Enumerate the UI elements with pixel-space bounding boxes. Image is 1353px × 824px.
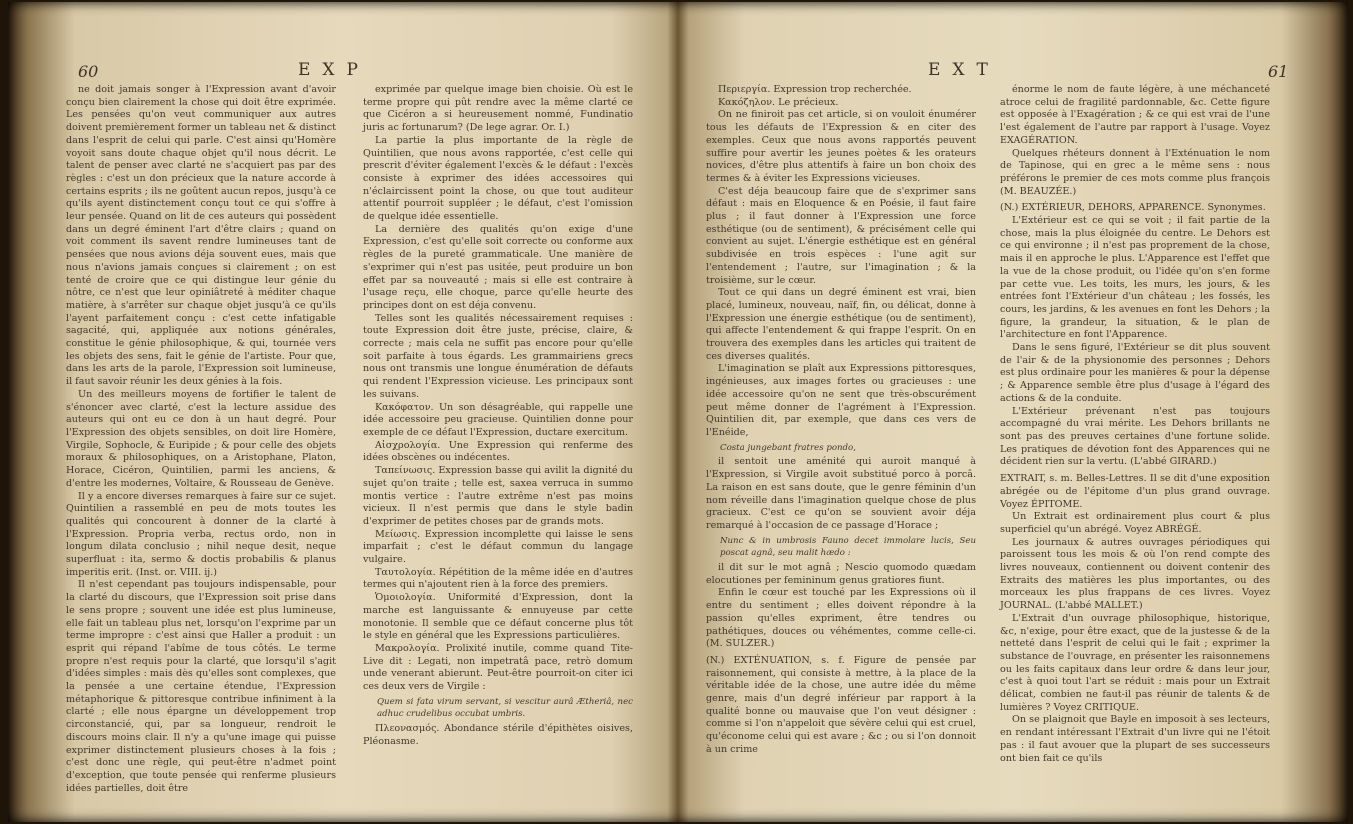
page-number: 61	[1268, 62, 1289, 81]
paragraph: Dans le sens figuré, l'Extérieur se dit plus souvent de l'air & de la physionomie des personnes ; Dehors est plus ordinaire pour les manières & pour la dépense ; & Apparence semble être plus d'usage à l'égard des actions & de la conduite.	[1000, 342, 1270, 404]
paragraph: Μείωσις. Expression incomplette qui laisse le sens imparfait ; c'est le défaut commun du langage vulgaire.	[363, 528, 633, 566]
paragraph: On se plaignoit que Bayle en imposoit à ses lecteurs, en rendant intéressant l'Extrait d'un livre qui ne l'étoit pas : il faut avouer que la plupart de ses successeurs ont bien fait ce qu'ils	[1000, 714, 1270, 764]
page-number: 60	[78, 62, 99, 81]
paragraph: La partie la plus importante de la règle de Quintilien, que nous avons rapportée, c'est celle qui prescrit d'éviter également l'excès & le défaut : l'excès consiste à exprimer des idées accessoires qui n'éclaircissent point la chose, ou que tout auditeur attentif pourroit suppléer ; le défaut, c'est l'omission de quelque idée essentielle.	[363, 134, 633, 223]
right-column-1	[706, 84, 976, 774]
paragraph: Les journaux & autres ouvrages périodiques qui paroissent tous les mois & où l'on rend compte des livres nouveaux, contiennent ou doivent contenir des Extraits des matières les plus importantes, ou des morceaux les plus frappans de ces livres. Voyez JOURNAL. (L'abbé MALLET.)	[1000, 536, 1270, 612]
paragraph: Un Extrait est ordinairement plus court & plus superficiel qu'un abrégé. Voyez ABRÉGÉ.	[1000, 511, 1270, 535]
paragraph: Tout ce qui dans un degré éminent est vrai, bien placé, lumineux, nouveau, naïf, fin, ou délicat, donne à l'Expression une énergie esthétique (ou de sentiment), qui affecte l'entendement & qui frappe l'esprit. On en trouvera des exemples dans les articles qui traitent de ces diverses qualités.	[706, 287, 976, 362]
paragraph: énorme le nom de faute légère, à une méchanceté atroce celui de fragilité pardonnable, &c. Cette figure est opposée à l'Exagération ; & ce qui est vrai de l'une l'est également de l'autre par rapport à l'usage. Voyez EXAGÉRATION.	[1000, 84, 1270, 146]
paragraph: L'imagination se plaît aux Expressions pittoresques, ingénieuses, aux images fortes ou gracieuses : une idée accessoire qu'on ne sent que très-obscurément peut même donner de l'agrément à l'Expression. Quintilien dit, par exemple, que dans ces vers de l'Enéide,	[706, 363, 976, 438]
paragraph: Ταυτολογία. Répétition de la même idée en d'autres termes qui n'ajoutent rien à la force des premiers.	[363, 566, 633, 591]
paragraph: On ne finiroit pas cet article, si on vouloit énumérer tous les défauts de l'Expression & en citer des exemples. Ceux que nous avons rapportés peuvent suffire pour avertir les jeunes poètes & les orateurs novices, d'être plus attentifs à faire un bon choix des termes & à éviter les Expressions vicieuses.	[706, 109, 976, 184]
page-header: EXP	[298, 60, 370, 80]
page-header: EXT	[928, 60, 1000, 80]
paragraph: Κακόφατον. Un son désagréable, qui rappelle une idée accessoire peu gracieuse. Quintilien donne pour exemple de ce défaut l'Expression, ductare exercitum.	[363, 401, 633, 438]
verse-quote: Nunc & in umbrosis Fauno decet immolare lucis, Seu poscat agnâ, seu malit hædo :	[720, 535, 976, 559]
book-spread	[8, 2, 1348, 822]
paragraph: il dit sur le mot agnâ ; Nescio quomodo quædam elocutiones per femininum genus gratiores fiunt.	[706, 562, 976, 586]
left-page	[8, 2, 678, 822]
paragraph: exprimée par quelque image bien choisie. Où est le terme propre qui pût rendre avec la même clarté ce que Cicéron a si heureusement nommé, Fundinatio juris ac fortunarum? (De lege agrar. Or. I.)	[363, 84, 633, 134]
entry-heading: (N.) EXTÉNUATION, s. f. Figure de pensée par raisonnement, qui consiste à mettre, à la place de la véritable idée de la chose, une autre idée du même genre, mais d'un degré inférieur par rapport à la qualité bonne ou mauvaise que l'on veut désigner : comme si l'on n'appeloit que sévère celui qui est cruel, qu'économe celui qui est avare ; &c ; ou si l'on donnoit à un crime	[706, 654, 976, 755]
paragraph: Μακρολογία. Prolixité inutile, comme quand Tite-Live dit : Legati, non impetratâ pace, retrò domum unde venerant abierunt. Peut-être pourroit-on citer ici ces deux vers de Virgile :	[363, 642, 633, 693]
right-column-2	[1000, 84, 1270, 774]
paragraph: ne doit jamais songer à l'Expression avant d'avoir conçu bien clairement la chose qui doit être exprimée. Les pensées qu'on veut communiquer aux autres doivent premièrement former un tableau net & distinct dans l'esprit de celui qui parle. C'est ainsi qu'Homère voyoit sans doute chaque objet qu'il nous décrit. Le talent de penser avec clarté ne s'acquiert pas par des règles : c'est un don précieux que la nature accorde à certains esprits ; ils ne goûtent aucun repos, jusqu'à ce qu'ils ayent distinctement conçu tout ce qui s'offre à leur pensée. Quand on lit de ces auteurs qui possèdent dans un degré éminent l'art d'être clairs ; quand on voit comment ils savent rendre lumineuses tant de pensées que nous avions déja souvent eues, mais que nous n'avions jamais conçues si clairement ; on est tenté de croire que ce qui distingue leur génie du nôtre, ce n'est que leur opiniâtreté à méditer chaque matière, à s'arrêter sur chaque objet jusqu'à ce qu'ils l'ayent parfaitement conçu : c'est cette infatigable sagacité, qui, appliquée aux notions générales, constitue le génie philosophique, & qui, tournée vers les objets des sens, fait le génie de l'artiste. Pour que, dans les arts de la parole, l'Expression soit lumineuse, il faut savoir réunir les deux génies à la fois.	[66, 84, 336, 388]
paragraph: Ταπείνωσις. Expression basse qui avilit la dignité du sujet qu'on traite ; telle est, saxea verruca in summo montis vertice : l'autre extrême n'est pas moins vicieux. Il n'est permis que dans le style badin d'exprimer de petites choses par de grands mots.	[363, 465, 633, 527]
left-column-2	[363, 84, 633, 774]
paragraph: L'Extérieur prévenant n'est pas toujours accompagné du vrai mérite. Les Dehors brillants ne sont pas des preuves certaines d'une fortune solide. Les pratiques de dévotion font des Apparences qui ne décident rien sur la vertu. (L'abbé GIRARD.)	[1000, 405, 1270, 468]
paragraph: L'Extrait d'un ouvrage philosophique, historique, &c, n'exige, pour être exact, que de la justesse & de la netteté dans l'esprit de celui qui le fait ; exprimer la substance de l'ouvrage, en présenter les raisonnemens ou les faits capitaux dans leur ordre & dans leur jour, c'est à quoi tout l'art se réduit : mais pour un Extrait délicat, combien ne faut-il pas réunir de talents & de lumières ? Voyez CRITIQUE.	[1000, 612, 1270, 713]
paragraph: La dernière des qualités qu'on exige d'une Expression, c'est qu'elle soit correcte ou conforme aux règles de la pureté grammaticale. Une manière de s'exprimer qui n'est pas usitée, peut produire un bon effet par sa nouveauté ; mais si elle est contraire à l'usage reçu, elle choque, parce qu'elle heurte des principes dont on est déja convenu.	[363, 223, 633, 311]
paragraph: Il n'est cependant pas toujours indispensable, pour la clarté du discours, que l'Expression soit prise dans le sens propre ; souvent une idée est plus lumineuse, elle fait un tableau plus net, lorsqu'on l'exprime par un terme impropre : c'est ainsi que Haller a produit : un esprit qui répand l'abîme de tous côtés. Le terme propre n'est requis pour la clarté, que lorsqu'il s'agit d'idées simples : mais dès qu'elles sont complexes, que la pensée a une certaine étendue, l'Expression métaphorique & pittoresque contribue infiniment à la clarté ; elle nous épargne un développement trop circonstancié, qui, par sa longueur, rendroit le discours moins clair. Il n'y a qu'une image qui puisse exprimer distinctement plusieurs choses à la fois ; c'est donc une règle, qui peut-être n'admet point d'exception, que toute pensée qui renferme plusieurs idées partielles, doit être	[66, 579, 336, 794]
paragraph: Αἰσχρολογία. Une Expression qui renferme des idées obscènes ou indécentes.	[363, 439, 633, 464]
verse-quote: Quem si fata virum servant, si vescitur aurâ Ætheriâ, nec adhuc crudelibus occubat umbris.	[377, 696, 633, 720]
paragraph: il sentoit une aménité qui auroit manqué à l'Expression, si Virgile avoit substitué porco à porcâ. La raison en est sans doute, que le genre féminin d'un nom réveille dans l'imagination quelque chose de plus gracieux. C'est ce qu'on se souvient avoir déja remarqué à l'occasion de ce passage d'Horace ;	[706, 456, 976, 531]
verse-quote: Costa jungebant fratres pondo,	[720, 442, 856, 453]
paragraph: C'est déja beaucoup faire que de s'exprimer sans défaut : mais en Eloquence & en Poésie, il faut faire plus ; il faut donner à l'Expression une force esthétique (ou de sentiment), & précisément celle qui convient au sujet. L'énergie esthétique est en général subdivisée en trois espèces : l'une agit sur l'entendement ; l'autre, sur l'imagination ; & la troisième, sur le cœur.	[706, 185, 976, 286]
paragraph: L'Extérieur est ce qui se voit ; il fait partie de la chose, mais la plus éloignée du centre. Le Dehors est ce qui environne ; il n'est pas proprement de la chose, mais il en approche le plus. L'Apparence est l'effet que la vue de la chose produit, ou l'idée qu'on s'en forme par cette vue. Les toits, les murs, les jours, & les entrées font l'Extérieur d'un château ; les fossés, les cours, les jardins, & les avenues en font les Dehors ; la figure, la grandeur, la situation, & le plan de l'architecture en font l'Apparence.	[1000, 215, 1270, 341]
entry-heading: (N.) EXTÉRIEUR, DEHORS, APPARENCE. Synonymes.	[1000, 202, 1266, 214]
entry-heading: EXTRAIT, s. m. Belles-Lettres. Il se dit d'une exposition abrégée ou de l'épitome d'un plus grand ouvrage. Voyez ÉPITOME.	[1000, 473, 1270, 510]
paragraph: Ὁμοιολογία. Uniformité d'Expression, dont la marche est languissante & ennuyeuse par cette monotonie. Il semble que ce défaut concerne plus tôt le style en général que les Expressions particulières.	[363, 592, 633, 642]
paragraph: Telles sont les qualités nécessairement requises : toute Expression doit être juste, précise, claire, & correcte ; mais cela ne suffit pas encore pour qu'elle soit parfaite à tous égards. Les grammairiens grecs nous ont transmis une longue énumération de défauts qui rendent l'Expression vicieuse. Les principaux sont les suivans.	[363, 312, 633, 400]
paragraph: Πλεονασμός. Abondance stérile d'épithètes oisives, Pléonasme.	[363, 723, 633, 747]
paragraph: Κακόζηλον. Le précieux.	[718, 96, 839, 108]
paragraph: Il y a encore diverses remarques à faire sur ce sujet. Quintilien a rassemblé en peu de mots toutes les qualités qui concourent à donner de la clarté à l'Expression. Propria verba, rectus ordo, non in longum dilata conclusio ; nihil neque desit, neque superfluat : ita, sermo & doctis probabilis & planus imperitis erit. (Inst. or. VIII. ij.)	[66, 490, 336, 578]
left-column-1	[66, 84, 336, 794]
paragraph: Enfin le cœur est touché par les Expressions où il entre du sentiment ; elles doivent répondre à la passion qu'elles expriment, être tendres ou pathétiques, douces ou véhémentes, comme celle-ci. (M. SULZER.)	[706, 587, 976, 650]
right-page	[678, 2, 1348, 822]
paragraph: Περιεργία. Expression trop recherchée.	[718, 84, 912, 95]
paragraph: Quelques rhéteurs donnent à l'Exténuation le nom de Tapinose, qui en grec a le même sens : nous préférons le premier de ces mots comme plus françois (M. BEAUZÉE.)	[1000, 147, 1270, 197]
paragraph: Un des meilleurs moyens de fortifier le talent de s'énoncer avec clarté, c'est la lecture assidue des auteurs qui ont eu ce don à un haut degré. Pour l'Expression des objets sensibles, on doit lire Homère, Virgile, Sophocle, & Euripide ; & pour celle des objets moraux & philosophiques, on a Aristophane, Platon, Horace, Cicéron, Quintilien, parmi les anciens, & d'entre les modernes, Voltaire, & Rousseau de Genève.	[66, 388, 336, 489]
